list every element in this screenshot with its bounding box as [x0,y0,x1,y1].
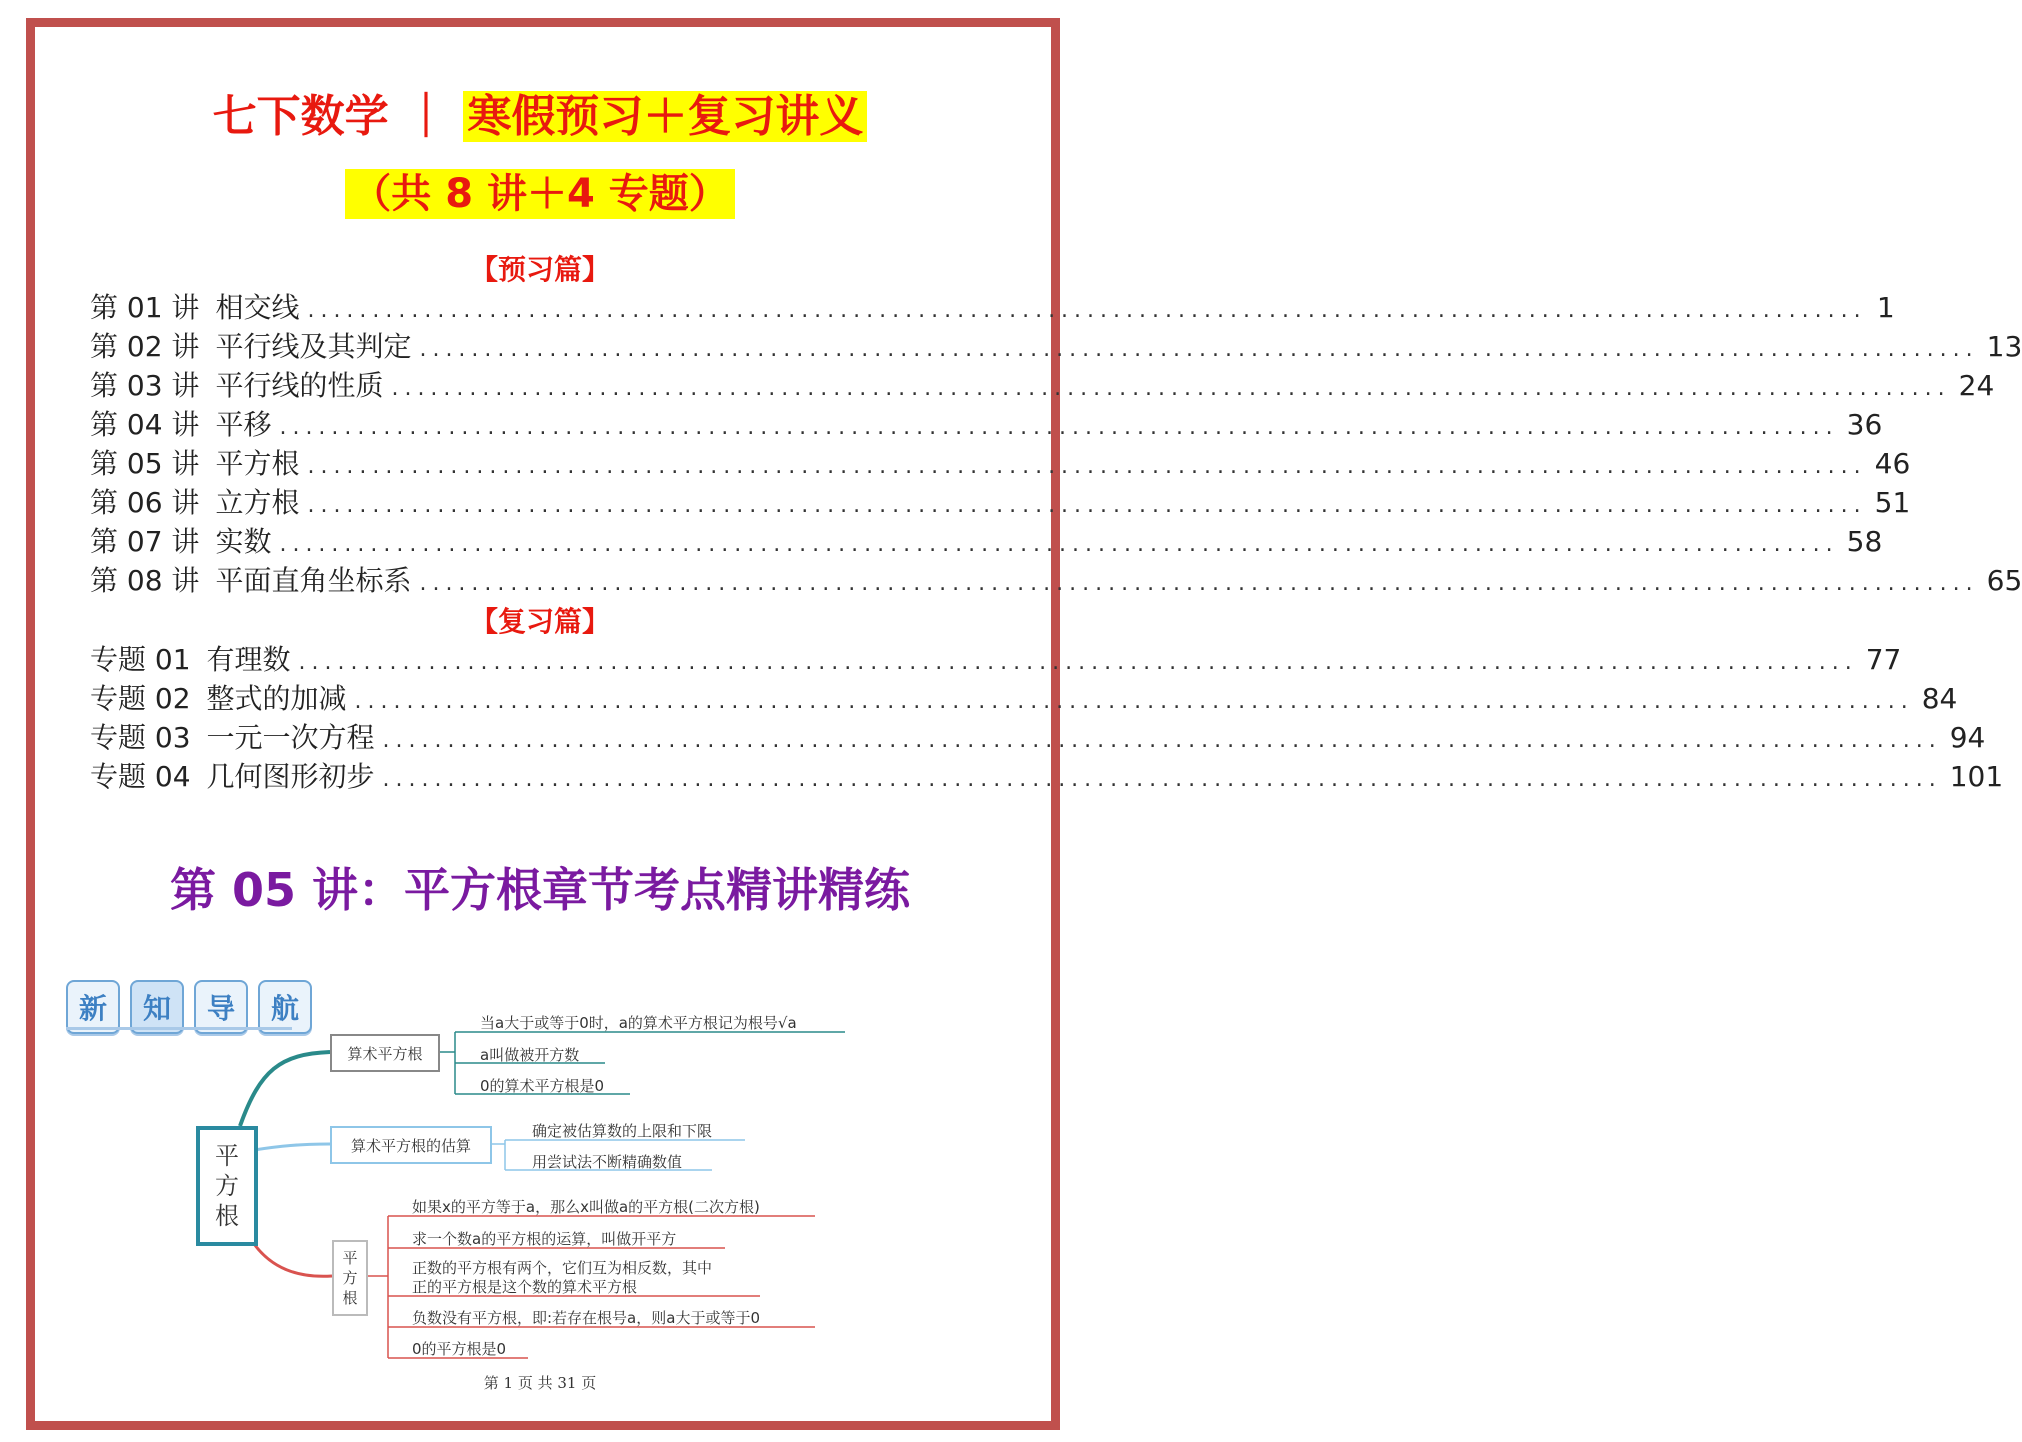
toc-number: 第 02 讲 [90,330,200,363]
toc-page-number: 36 [1846,408,1883,441]
b3-leaf-3: 正的平方根是这个数的算术平方根 [412,1278,638,1296]
review-heading: 【复习篇】 [469,605,610,638]
toc-number: 第 01 讲 [90,291,200,324]
b3-leaf-0: 如果x的平方等于a，那么x叫做a的平方根(二次方根) [412,1198,760,1216]
toc-title: 几何图形初步 [206,760,375,793]
toc-leader-dots: ........................................................................................................................ [307,493,1867,518]
toc-title: 平移 [215,408,272,441]
toc-leader-dots: ........................................................................................................................ [279,415,1839,440]
nav-tab-hang: 航 [258,980,312,1034]
root-char-0: 平 [215,1142,239,1170]
toc-page-number: 46 [1874,447,1911,480]
toc-page-number: 84 [1921,682,1958,715]
toc-leader-dots: ........................................................................................................................ [307,298,1867,323]
page-footer: 第 1 页 共 31 页 [483,1374,597,1392]
toc-title: 有理数 [206,643,291,676]
mindmap-root [196,1126,258,1246]
connector-branch1 [240,1052,330,1126]
branch2-box: 算术平方根的估算 [330,1126,492,1164]
b3-leaf-1: 求一个数a的平方根的运算，叫做开平方 [412,1230,677,1248]
b3-leaf-2: 正数的平方根有两个，它们互为相反数，其中 [412,1259,713,1277]
toc-page-number: 65 [1986,564,2022,597]
toc-leader-dots: ........................................................................................................................ [382,728,1942,753]
toc-title: 立方根 [215,486,300,519]
b3-label-2: 根 [342,1289,358,1307]
root-char-2: 根 [215,1202,239,1230]
toc-number: 专题 02 [90,682,191,715]
b2-leaf-1: 用尝试法不断精确数值 [532,1153,683,1171]
b3-label-1: 方 [342,1269,358,1287]
subtitle-text: （共 8 讲＋4 专题） [345,169,734,219]
b2-spine [490,1140,505,1170]
toc-number: 第 08 讲 [90,564,200,597]
toc-page-number: 58 [1846,525,1883,558]
toc-title: 整式的加减 [206,682,347,715]
b2-leaf-0: 确定被估算数的上限和下限 [532,1122,713,1140]
toc-title: 平行线及其判定 [215,330,412,363]
title-right: 寒假预习＋复习讲义 [463,91,867,142]
toc-page-number: 51 [1874,486,1911,519]
toc-title: 相交线 [215,291,300,324]
toc-page-number: 13 [1986,330,2022,363]
b3-spine [368,1216,388,1358]
nav-tab-zhi: 知 [130,980,184,1034]
nav-tab-dao: 导 [194,980,248,1034]
toc-number: 专题 01 [90,643,191,676]
toc-page-number: 101 [1949,760,2004,793]
b3-leaf-5: 0的平方根是0 [412,1340,507,1358]
toc-number: 专题 03 [90,721,191,754]
toc-number: 第 07 讲 [90,525,200,558]
toc-leader-dots: ........................................................................................................................ [279,532,1839,557]
b1-leaf-1: a叫做被开方数 [480,1046,580,1064]
toc-leader-dots: ........................................................................................................................ [391,376,1951,401]
connector-branch2 [254,1144,330,1150]
toc-number: 第 04 讲 [90,408,200,441]
toc-leader-dots: ........................................................................................................................ [419,337,1979,362]
toc-leader-dots: ........................................................................................................................ [307,454,1867,479]
preview-heading: 【预习篇】 [469,253,610,286]
b3-leaf-4: 负数没有平方根，即:若存在根号a，则a大于或等于0 [412,1309,760,1327]
lecture-title: 第 05 讲：平方根章节考点精讲精练 [169,863,911,917]
toc-title: 平面直角坐标系 [215,564,412,597]
b1-leaf-2: 0的算术平方根是0 [480,1077,605,1095]
toc-title: 一元一次方程 [206,721,375,754]
toc-leader-dots: ........................................................................................................................ [354,689,1914,714]
toc-page-number: 24 [1958,369,1995,402]
nav-tab-xin: 新 [66,980,120,1034]
toc-title: 实数 [215,525,272,558]
toc-page-number: 1 [1876,291,1895,324]
connector-branch3 [250,1238,332,1276]
root-char-1: 方 [215,1172,239,1200]
toc-leader-dots: ........................................................................................................................ [419,571,1979,596]
toc-number: 第 03 讲 [90,369,200,402]
b3-label-0: 平 [342,1249,358,1267]
toc-leader-dots: ........................................................................................................................ [382,767,1942,792]
title-left: 七下数学 ｜ [212,91,448,142]
b1-leaf-0: 当a大于或等于0时，a的算术平方根记为根号√a [480,1014,797,1032]
toc-title: 平方根 [215,447,300,480]
toc-leader-dots: ........................................................................................................................ [298,650,1858,675]
toc-number: 专题 04 [90,760,191,793]
branch1-box: 算术平方根 [330,1034,440,1072]
toc-page-number: 94 [1949,721,1986,754]
toc-number: 第 05 讲 [90,447,200,480]
branch3-box [332,1240,368,1316]
toc-number: 第 06 讲 [90,486,200,519]
b1-spine [438,1032,455,1094]
toc-title: 平行线的性质 [215,369,384,402]
toc-page-number: 77 [1865,643,1902,676]
